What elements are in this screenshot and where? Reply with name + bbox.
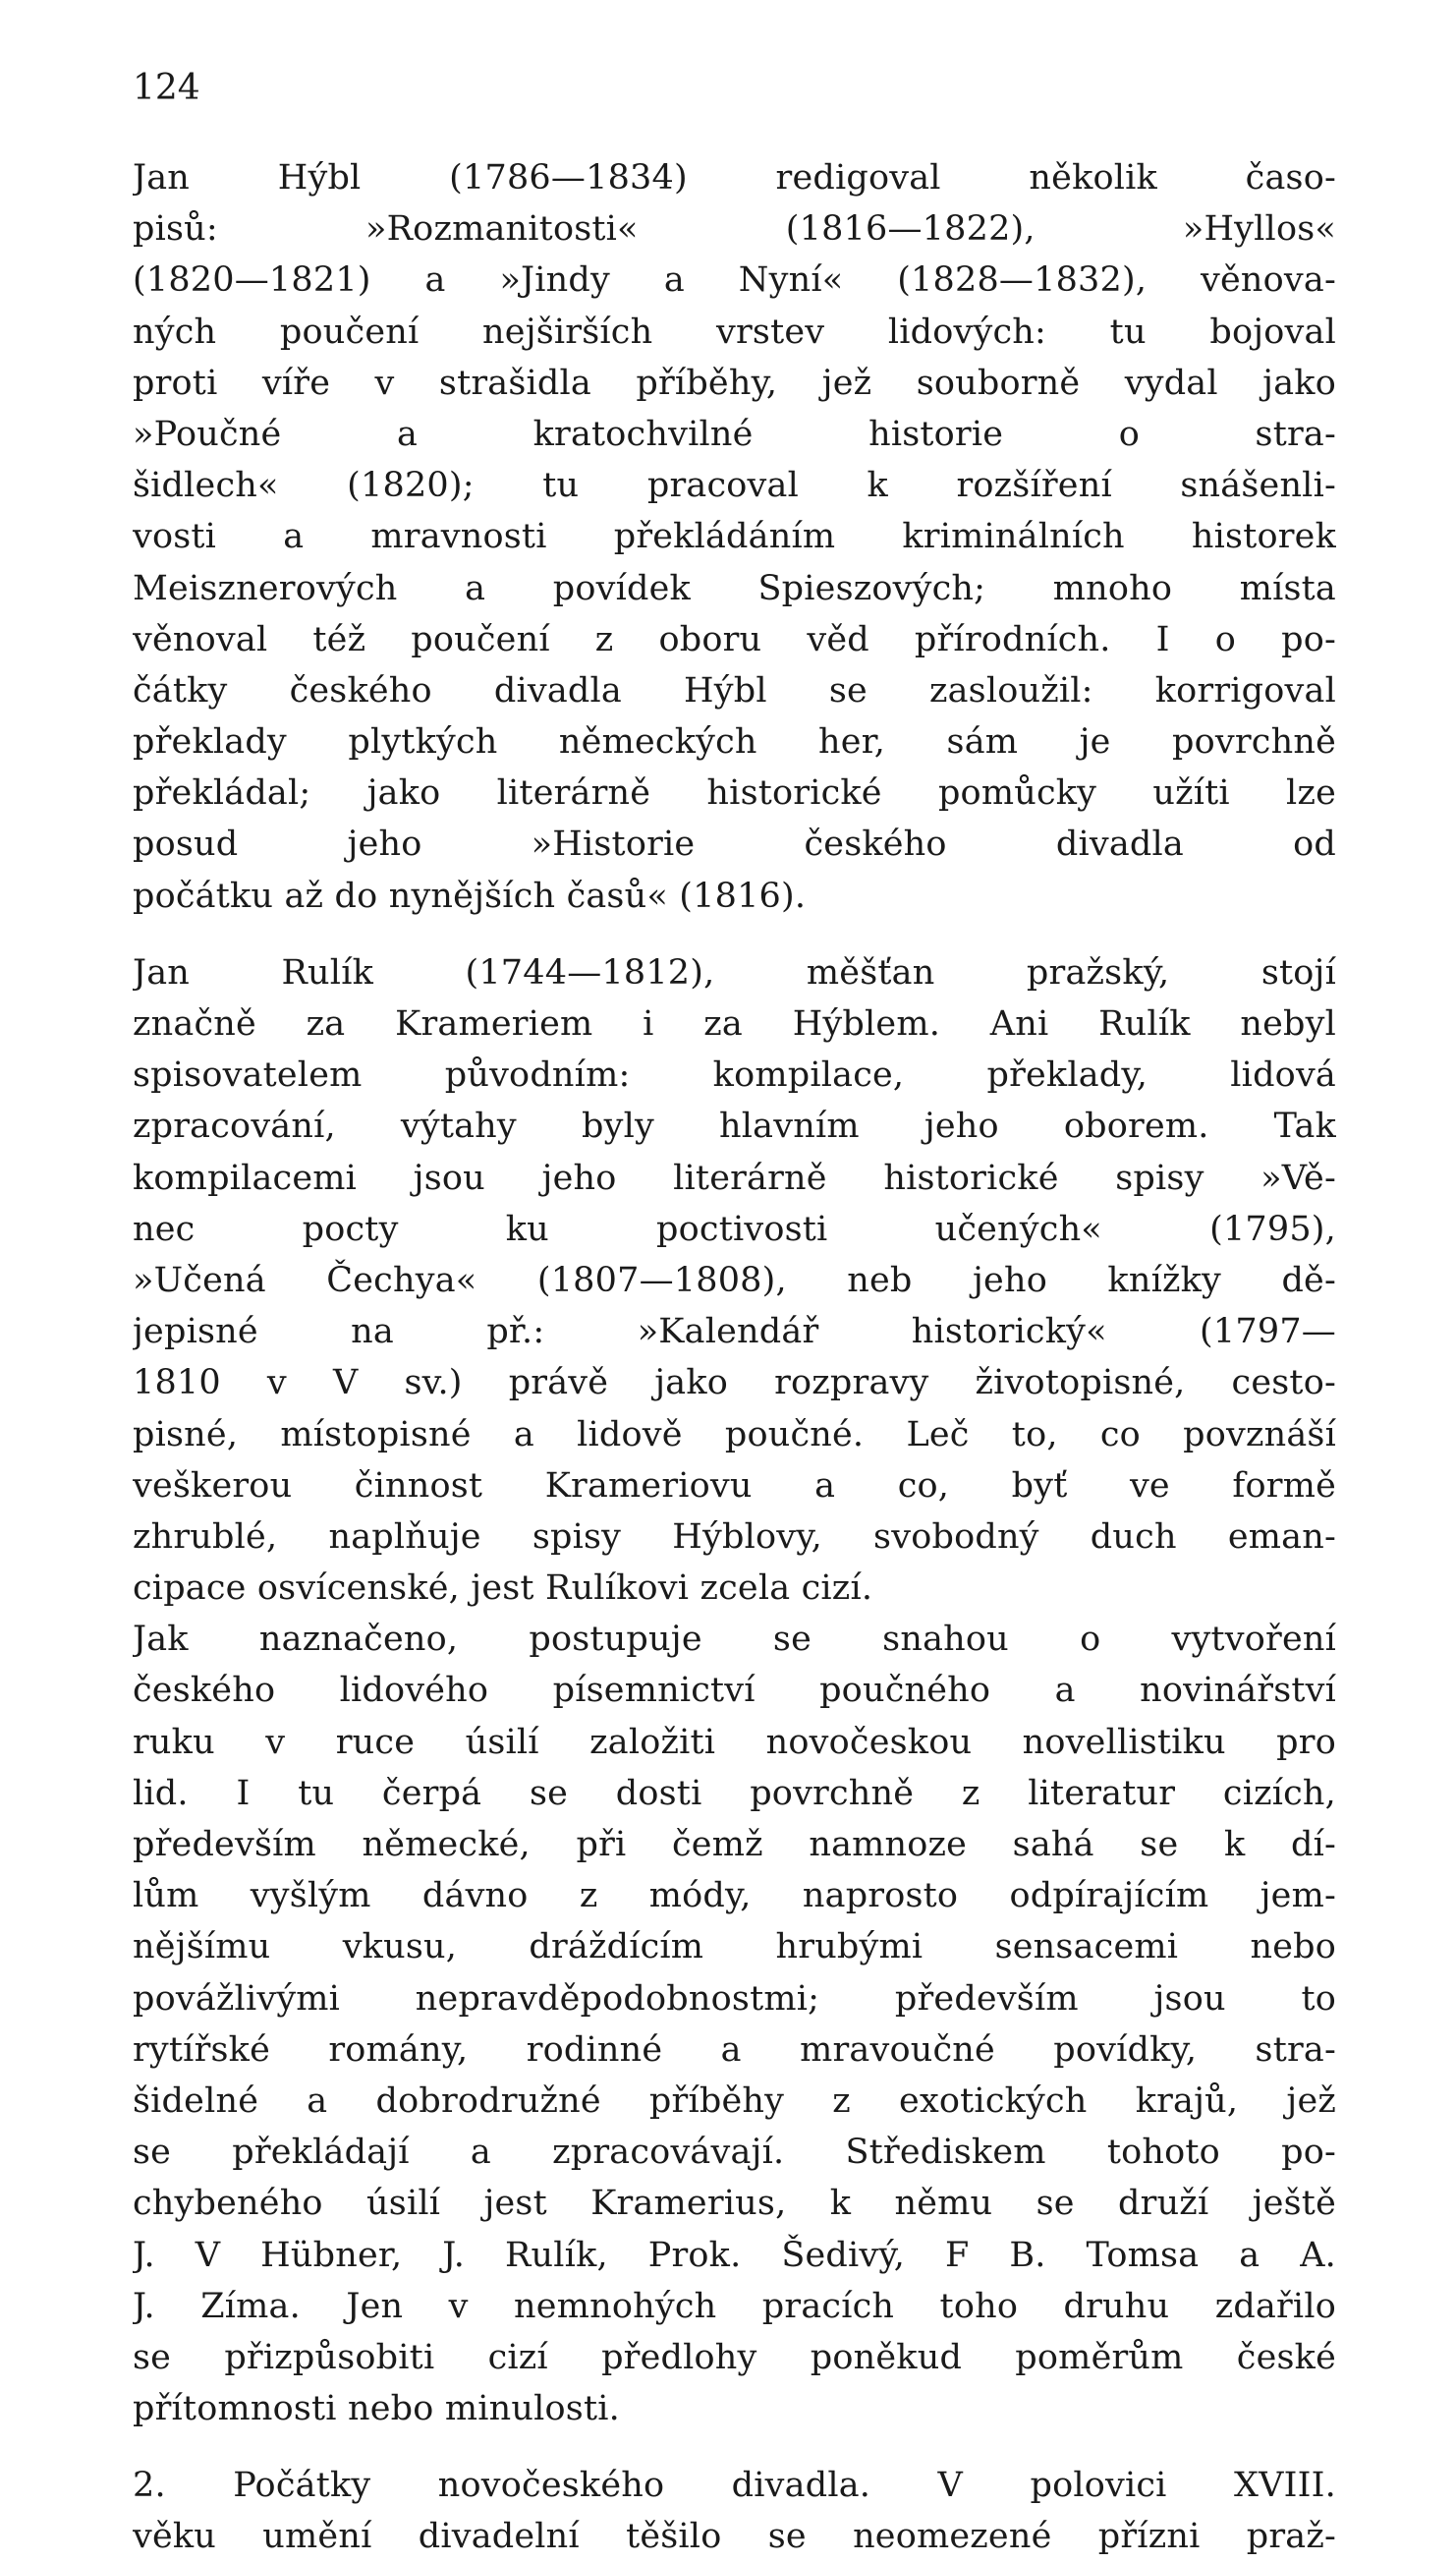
text-line: věnoval též poučení z oboru věd přírodních. I o po-	[133, 619, 1336, 659]
text-line: šidelné a dobrodružné příběhy z exotických krajů, jež	[133, 2080, 1336, 2121]
text-line: počátku až do nynějších časů« (1816).	[133, 876, 807, 916]
text-line: ruku v ruce úsilí založiti novočeskou novellistiku pro	[133, 1722, 1336, 1762]
text-line: lid. I tu čerpá se dosti povrchně z literatur cizích,	[133, 1773, 1336, 1813]
text-line: přítomnosti nebo minulosti.	[133, 2389, 620, 2429]
text-line: zhrublé, naplňuje spisy Hýblovy, svobodný duch eman-	[133, 1516, 1336, 1557]
text-line: (1820—1821) a »Jindy a Nyní« (1828—1832), věnova-	[133, 260, 1336, 301]
text-line: 1810 v V sv.) právě jako rozpravy životopisné, cesto-	[133, 1363, 1336, 1403]
text-line: šidlech« (1820); tu pracoval k rozšíření snášenli-	[133, 466, 1336, 506]
text-line: cipace osvícenské, jest Rulíkovi zcela cizí.	[133, 1568, 873, 1609]
text-line: nec pocty ku poctivosti učených« (1795),	[133, 1209, 1336, 1249]
text-line: Meisznerových a povídek Spieszových; mnoho místa	[133, 568, 1336, 608]
text-line: vosti a mravnosti překládáním kriminálních historek	[133, 517, 1336, 557]
text-line: jepisné na př.: »Kalendář historický« (1797—	[133, 1312, 1336, 1352]
text-line: se přizpůsobiti cizí předlohy poněkud poměrům české	[133, 2337, 1336, 2377]
text-line: především německé, při čemž namnoze sahá se k dí-	[133, 1825, 1336, 1864]
text-line: ných poučení nejširších vrstev lidových: tu bojoval	[133, 312, 1336, 352]
text-line: zpracování, výtahy byly hlavním jeho oborem. Tak	[133, 1107, 1336, 1147]
text-line: nějšímu vkusu, dráždícím hrubými sensacemi nebo	[133, 1927, 1336, 1967]
text-line: se překládají a zpracovávají. Střediskem tohoto po-	[133, 2133, 1336, 2173]
text-line: spisovatelem původním: kompilace, překlady, lidová	[133, 1055, 1336, 1096]
text-line: lům vyšlým dávno z módy, naprosto odpírajícím jem-	[133, 1876, 1336, 1916]
text-line: veškerou činnost Krameriovu a co, byť ve formě	[133, 1465, 1336, 1506]
text-line: »Učená Čechya« (1807—1808), neb jeho knížky dě-	[133, 1260, 1336, 1300]
text-line: posud jeho »Historie českého divadla od	[133, 825, 1336, 865]
text-line: českého lidového písemnictví poučného a novinářství	[133, 1671, 1336, 1711]
text-line: »Poučné a kratochvilné historie o stra-	[133, 414, 1336, 454]
text-line: věku umění divadelní těšilo se neomezené přízni praž-	[133, 2517, 1336, 2557]
section-heading-line: 2. Počátky novočeského divadla. V polovici XVIII.	[133, 2466, 1336, 2506]
body-text	[133, 152, 1336, 2563]
text-line: čátky českého divadla Hýbl se zasloužil: korrigoval	[133, 670, 1336, 711]
text-line: překládal; jako literárně historické pomůcky užíti lze	[133, 773, 1336, 814]
text-line: J. V Hübner, J. Rulík, Prok. Šedivý, F B. Tomsa a A.	[133, 2235, 1336, 2275]
text-line: J. Zíma. Jen v nemnohých pracích toho druhu zdařilo	[133, 2286, 1336, 2326]
text-line: pisů: »Rozmanitosti« (1816—1822), »Hyllos«	[133, 209, 1336, 250]
text-line: pisné, místopisné a lidově poučné. Leč to, co povznáší	[133, 1414, 1336, 1454]
text-line: překlady plytkých německých her, sám je povrchně	[133, 722, 1336, 763]
paragraph-gap	[133, 922, 1336, 947]
text-line: Jan Rulík (1744—1812), měšťan pražský, stojí	[133, 952, 1336, 993]
text-line: chybeného úsilí jest Kramerius, k němu se druží ještě	[133, 2184, 1336, 2224]
text-line: proti víře v strašidla příběhy, jež souborně vydal jako	[133, 363, 1336, 403]
text-line: kompilacemi jsou jeho literárně historické spisy »Vě-	[133, 1158, 1336, 1198]
text-line: povážlivými nepravděpodobnostmi; především jsou to	[133, 1978, 1336, 2019]
text-line: Jan Hýbl (1786—1834) redigoval několik časo-	[133, 158, 1336, 198]
text-line: značně za Krameriem i za Hýblem. Ani Rulík nebyl	[133, 1004, 1336, 1044]
paragraph-gap	[133, 2434, 1336, 2460]
page-number: 124	[133, 68, 200, 108]
text-line: Jak naznačeno, postupuje se snahou o vytvoření	[133, 1620, 1336, 1660]
text-line: rytířské romány, rodinné a mravoučné povídky, stra-	[133, 2029, 1336, 2070]
